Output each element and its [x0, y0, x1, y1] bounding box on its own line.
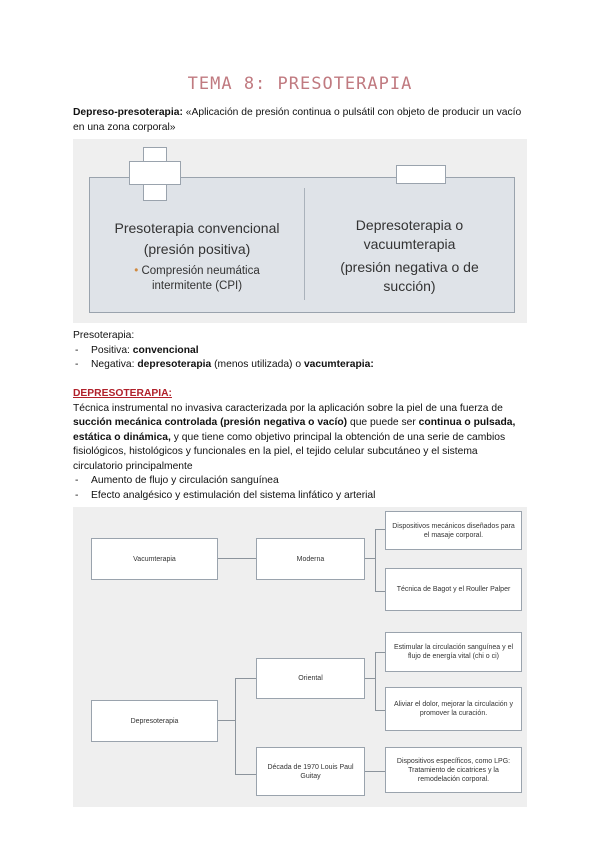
oriental-effect-1-box: Estimular la circulación sanguínea y el flujo de energía vital (chi o ci): [385, 632, 522, 672]
intro-paragraph: [73, 106, 528, 135]
connector: [375, 710, 385, 711]
connector: [375, 652, 385, 653]
vacumterapia-box: Vacumterapia: [91, 538, 218, 580]
decada-effect-box: Dispositivos específicos, como LPG: Tratamiento de cicatrices y la remodelación corporal.: [385, 747, 522, 793]
list-item: - Efecto analgésico y estimulación del sistema linfático y arterial: [75, 489, 376, 501]
depresoterapia-diagram: [73, 507, 527, 807]
list-item: - Positiva: convencional: [75, 344, 199, 356]
mod-technique-box: Técnica de Bagot y el Rouller Palper: [385, 568, 522, 611]
bullet-dot-icon: •: [134, 265, 139, 277]
intro-term: Depreso-presoterapia:: [73, 107, 183, 118]
conventional-column: [90, 218, 304, 294]
presoterapia-types-figure: [73, 139, 527, 323]
list-item: - Negativa: depresoterapia (menos utilizada) o vacumterapia:: [75, 359, 374, 370]
conventional-bullet-text: Compresión neumática intermitente (CPI): [141, 265, 260, 292]
conventional-subtitle: (presión positiva): [143, 241, 251, 257]
connector: [375, 529, 376, 591]
minus-icon: [396, 165, 446, 184]
conventional-bullet: [90, 264, 304, 294]
connector: [365, 558, 375, 559]
decada-box: Década de 1970 Louis Paul Guitay: [256, 747, 365, 796]
connector: [375, 652, 376, 710]
mod-devices-box: Dispositivos mecánicos diseñados para el masaje corporal.: [385, 511, 522, 550]
depresoterapia-section: [73, 387, 529, 503]
connector: [218, 720, 235, 721]
presoterapia-list: [73, 329, 528, 373]
depresoterapia-heading: DEPRESOTERAPIA:: [73, 388, 172, 399]
list-item: - Aumento de flujo y circulación sanguínea: [75, 475, 279, 486]
connector: [375, 591, 385, 592]
connector: [235, 678, 256, 679]
effects-list: [73, 474, 529, 503]
connector: [235, 678, 236, 774]
depresoterapia-box: Depresoterapia: [91, 700, 218, 742]
connector: [365, 771, 385, 772]
moderna-box: Moderna: [256, 538, 365, 580]
depresoterapia-definition: Técnica instrumental no invasiva caracterizada por la aplicación sobre la piel de una fuerza de succión mecánica controlada (presión negativa o vacío) que puede ser continua o pulsada, estática o dinámica, y que tiene como objetivo principal la obtención de una serie de cambios fisiológicos, histológicos y funcionales en la piel, el tejido celular subcutáneo y el sistema circulatorio principalmente: [73, 402, 516, 472]
negative-column: [305, 216, 514, 296]
connector: [365, 678, 375, 679]
negative-line4: succión): [383, 278, 436, 294]
presoterapia-heading: Presoterapia:: [73, 330, 135, 341]
connector: [375, 529, 385, 530]
oriental-effect-2-box: Aliviar el dolor, mejorar la circulación y promover la curación.: [385, 687, 522, 731]
negative-line1: Depresoterapia o: [355, 217, 464, 233]
oriental-box: Oriental: [256, 658, 365, 699]
connector: [235, 774, 256, 775]
connector: [218, 558, 256, 559]
plus-icon-center: [144, 162, 166, 184]
negative-line2: vacuumterapia: [363, 236, 456, 252]
intro-definition: «Aplicación de presión continua o pulsátil con objeto de producir un vacío en una zona corporal»: [73, 107, 522, 133]
page-title: TEMA 8: PRESOTERAPIA: [187, 74, 413, 94]
negative-line3: (presión negativa o de: [340, 259, 479, 275]
presoterapia-items: [73, 344, 528, 373]
conventional-title: Presoterapia convencional: [114, 220, 280, 236]
